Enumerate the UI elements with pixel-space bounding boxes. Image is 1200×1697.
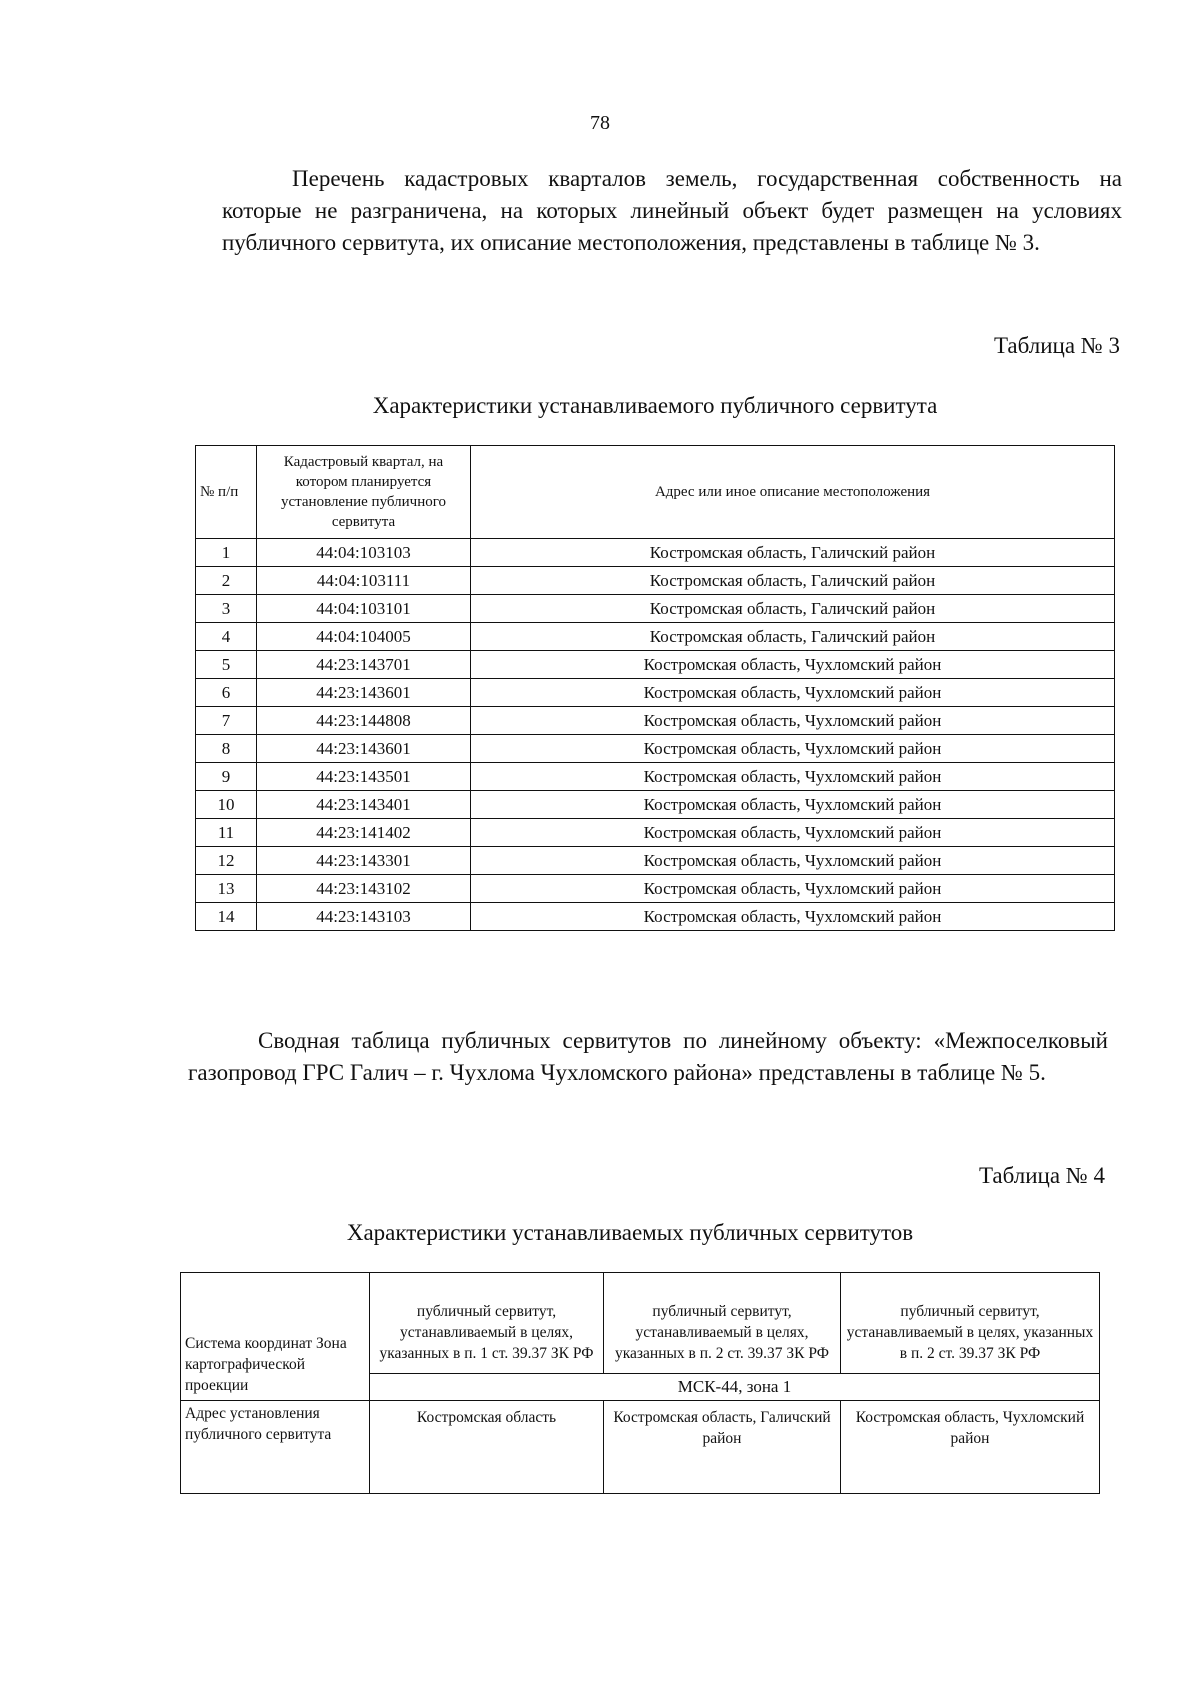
table-row <box>196 735 1115 763</box>
table-row <box>196 903 1115 931</box>
table4-col2-header: публичный сервитут, устанавливаемый в целях, указанных в п. 1 ст. 39.37 ЗК РФ <box>370 1273 604 1374</box>
table3-body <box>196 539 1115 931</box>
table3-cell-num: 14 <box>196 903 257 931</box>
table3-cell-kvartal: 44:04:103111 <box>257 567 471 595</box>
table3-cell-address: Костромская область, Галичский район <box>471 539 1115 567</box>
table3 <box>195 445 1115 931</box>
table3-cell-address: Костромская область, Чухломский район <box>471 875 1115 903</box>
table4-address-col2: Костромская область <box>370 1401 604 1494</box>
table3-cell-num: 13 <box>196 875 257 903</box>
table4-header-row <box>181 1273 1100 1374</box>
table4-title: Характеристики устанавливаемых публичных сервитутов <box>346 1220 914 1245</box>
table-row <box>196 791 1115 819</box>
table3-cell-address: Костромская область, Чухломский район <box>471 651 1115 679</box>
table4-address-label: Адрес установления публичного сервитута <box>181 1401 370 1494</box>
table3-cell-address: Костромская область, Галичский район <box>471 567 1115 595</box>
table4-msk-value: МСК-44, зона 1 <box>370 1373 1100 1400</box>
table3-cell-num: 11 <box>196 819 257 847</box>
table4 <box>180 1272 1100 1494</box>
page-number: 78 <box>590 112 610 134</box>
intro-paragraph: Перечень кадастровых кварталов земель, государственная собственность на которые не разграничена, на которых линейный объект будет размещен на условиях публичного сервитута, их описание местоположения, представлены в таблице № 3. <box>222 166 1122 255</box>
table3-title: Характеристики устанавливаемого публичного сервитута <box>372 393 938 418</box>
table3-cell-kvartal: 44:23:143301 <box>257 847 471 875</box>
table-row <box>196 819 1115 847</box>
table4-address-col3: Костромская область, Галичский район <box>604 1401 841 1494</box>
table-row <box>196 679 1115 707</box>
table4-address-col4: Костромская область, Чухломский район <box>841 1401 1100 1494</box>
table4-address-row <box>181 1401 1100 1494</box>
table3-cell-kvartal: 44:23:143501 <box>257 763 471 791</box>
table3-cell-kvartal: 44:04:103101 <box>257 595 471 623</box>
table-row <box>196 595 1115 623</box>
table3-header-row <box>196 446 1115 539</box>
table3-cell-num: 7 <box>196 707 257 735</box>
table3-cell-num: 4 <box>196 623 257 651</box>
table3-cell-address: Костромская область, Чухломский район <box>471 791 1115 819</box>
table3-cell-num: 2 <box>196 567 257 595</box>
table3-header-address: Адрес или иное описание местоположения <box>471 446 1115 539</box>
summary-paragraph: Сводная таблица публичных сервитутов по линейному объекту: «Межпоселковый газопровод ГРС Галич – г. Чухлома Чухломского района» представлены в таблице № 5. <box>188 1028 1108 1085</box>
table3-cell-kvartal: 44:23:141402 <box>257 819 471 847</box>
table3-label: Таблица № 3 <box>993 333 1120 358</box>
table3-cell-address: Костромская область, Чухломский район <box>471 707 1115 735</box>
table3-cell-address: Костромская область, Чухломский район <box>471 679 1115 707</box>
table3-cell-kvartal: 44:23:144808 <box>257 707 471 735</box>
table-row <box>196 651 1115 679</box>
table3-cell-num: 5 <box>196 651 257 679</box>
table-row <box>196 763 1115 791</box>
table3-header-kvartal: Кадастровый квартал, на котором планируется установление публичного сервитута <box>257 446 471 539</box>
table3-cell-num: 1 <box>196 539 257 567</box>
table3-cell-address: Костромская область, Галичский район <box>471 595 1115 623</box>
table-row <box>196 623 1115 651</box>
table3-cell-kvartal: 44:23:143601 <box>257 679 471 707</box>
table3-cell-num: 9 <box>196 763 257 791</box>
table3-cell-address: Костромская область, Чухломский район <box>471 819 1115 847</box>
table4-col3-header: публичный сервитут, устанавливаемый в целях, указанных в п. 2 ст. 39.37 ЗК РФ <box>604 1273 841 1374</box>
table3-cell-kvartal: 44:23:143701 <box>257 651 471 679</box>
table3-cell-num: 6 <box>196 679 257 707</box>
table3-header-num: № п/п <box>196 446 257 539</box>
table-row <box>196 567 1115 595</box>
table3-cell-kvartal: 44:23:143103 <box>257 903 471 931</box>
table4-label: Таблица № 4 <box>978 1163 1105 1188</box>
table3-cell-num: 8 <box>196 735 257 763</box>
table-row <box>196 847 1115 875</box>
table3-cell-kvartal: 44:23:143401 <box>257 791 471 819</box>
table3-cell-address: Костромская область, Чухломский район <box>471 903 1115 931</box>
table3-cell-address: Костромская область, Чухломский район <box>471 735 1115 763</box>
table3-cell-kvartal: 44:23:143102 <box>257 875 471 903</box>
table3-cell-num: 10 <box>196 791 257 819</box>
table3-cell-address: Костромская область, Чухломский район <box>471 763 1115 791</box>
table3-cell-kvartal: 44:04:103103 <box>257 539 471 567</box>
table4-coord-label: Система координат Зона картографической проекции <box>181 1273 370 1401</box>
table3-cell-address: Костромская область, Чухломский район <box>471 847 1115 875</box>
table3-cell-kvartal: 44:23:143601 <box>257 735 471 763</box>
table-row <box>196 539 1115 567</box>
table3-cell-address: Костромская область, Галичский район <box>471 623 1115 651</box>
table-row <box>196 875 1115 903</box>
table3-cell-num: 3 <box>196 595 257 623</box>
table-row <box>196 707 1115 735</box>
table4-col4-header: публичный сервитут, устанавливаемый в целях, указанных в п. 2 ст. 39.37 ЗК РФ <box>841 1273 1100 1374</box>
table3-cell-kvartal: 44:04:104005 <box>257 623 471 651</box>
table3-cell-num: 12 <box>196 847 257 875</box>
